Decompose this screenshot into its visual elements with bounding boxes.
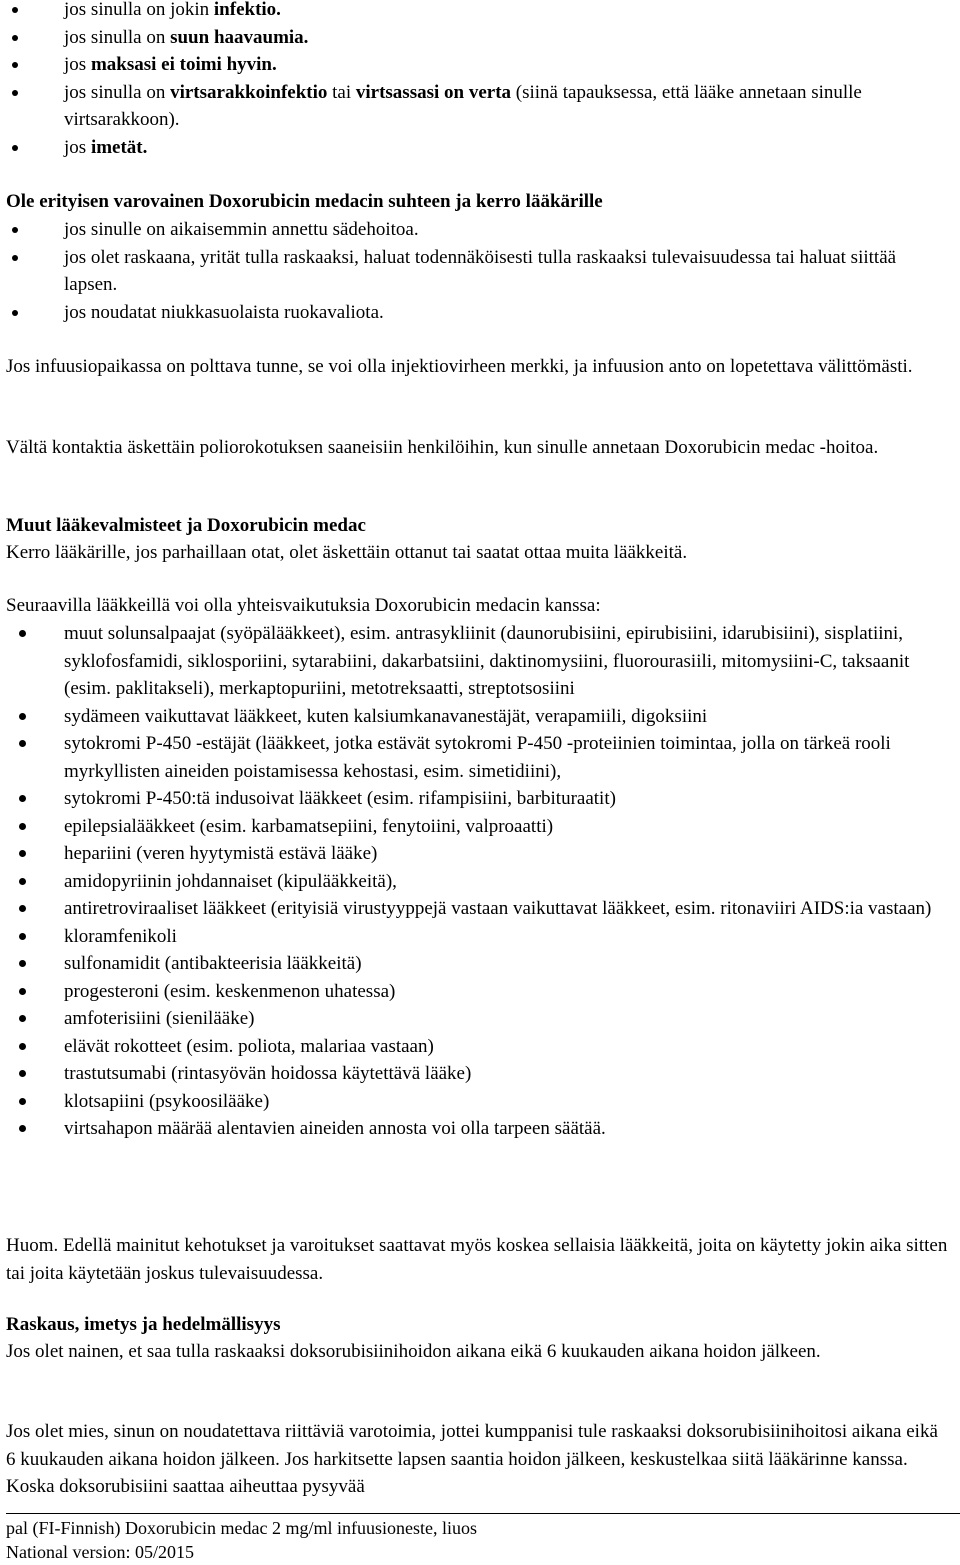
item-bold: virtsassasi on verta: [355, 81, 512, 103]
note-paragraph: Huom. Edellä mainitut kehotukset ja varoitukset saattavat myös koskea sellaisia lääkkeitä, joita on käytetty jokin aika sitten tai joita käytetään joskus tulevaisuudessa.: [6, 1235, 948, 1284]
item-text: amidopyriinin johdannaiset (kipulääkkeitä),: [64, 870, 397, 892]
bullet-icon: [12, 7, 18, 13]
item-text: elävät rokotteet (esim. poliota, malariaa vastaan): [64, 1035, 434, 1057]
item-text: kloramfenikoli: [64, 925, 177, 947]
polio-paragraph: Vältä kontaktia äskettäin poliorokotuksen saaneisiin henkilöihin, kun sinulle annetaan Doxorubicin medac -hoitoa.: [6, 437, 879, 458]
item-text: jos sinulla on: [64, 81, 171, 103]
bullet-icon: [19, 1015, 26, 1022]
pregnancy-men-paragraph: Jos olet mies, sinun on noudatettava riittäviä varotoimia, jottei kumppanisi tule raskaaksi doksorubisiinihoitosi aikana eikä 6 kuukauden aikana hoidon jälkeen. Jos harkitsette lapsen saantia hoidon jälkeen, keskustelkaa siitä lääkärinne kanssa. Koska doksorubisiini saattaa aiheuttaa pysyvää: [6, 1421, 938, 1497]
caution-list: [6, 216, 952, 326]
warning-list: [6, 0, 952, 161]
list-item: [6, 79, 952, 134]
item-text: muut solunsalpaajat (syöpälääkkeet), esim. antrasykliinit (daunorubisiini, epirubisiini, idarubisiini), sisplatiini, syklofosfamidi, siklosporiini, sytarabiini, dakarbatsiini, daktinomysiini, fluorourasiili, mitomysiini-C, taksaanit (esim. paklitakseli), merkaptopuriini, metotreksaatti, streptotsosiini: [64, 623, 910, 699]
list-item: [6, 785, 952, 813]
list-item: [6, 1060, 952, 1088]
list-item: [6, 0, 952, 24]
footer-product: pal (FI-Finnish) Doxorubicin medac 2 mg/ml infuusioneste, liuos: [6, 1518, 477, 1538]
bullet-icon: [19, 795, 26, 802]
bullet-icon: [19, 1070, 26, 1077]
item-text: (siinä tapauksessa, että lääke annetaan sinulle virtsarakkoon).: [64, 81, 862, 130]
bullet-icon: [12, 145, 18, 151]
footer-divider: [6, 1513, 960, 1514]
list-item: [6, 868, 952, 896]
item-text: sulfonamidit (antibakteerisia lääkkeitä): [64, 953, 362, 974]
bullet-icon: [12, 310, 18, 316]
bullet-icon: [19, 1125, 26, 1132]
item-text: jos sinulla on: [64, 26, 171, 48]
item-text: epilepsialääkkeet (esim. karbamatsepiini, fenytoiini, valproaatti): [64, 815, 554, 837]
list-item: [6, 1088, 952, 1116]
other-medicines-text: Kerro lääkärille, jos parhaillaan otat, olet äskettäin ottanut tai saatat ottaa muita lääkkeitä.: [6, 542, 688, 563]
item-bold: maksasi ei toimi hyvin.: [90, 54, 277, 75]
bullet-icon: [19, 933, 26, 940]
bullet-icon: [19, 740, 26, 747]
footer: [6, 1516, 477, 1564]
list-item: [6, 299, 952, 327]
item-text: trastutsumabi (rintasyövän hoidossa käytettävä lääke): [64, 1063, 472, 1084]
item-text: klotsapiini (psykoosilääke): [64, 1090, 270, 1112]
item-bold: virtsarakkoinfektio: [170, 81, 328, 103]
item-bold: imetät.: [90, 136, 148, 158]
list-item: [6, 813, 952, 841]
bullet-icon: [12, 90, 18, 96]
bullet-icon: [19, 630, 26, 637]
other-medicines-heading: Muut lääkevalmisteet ja Doxorubicin medac: [6, 515, 366, 536]
list-item: [6, 1033, 952, 1061]
bullet-icon: [19, 905, 26, 912]
item-text: jos: [64, 54, 91, 75]
list-item: [6, 923, 952, 951]
item-text: jos sinulla on jokin: [64, 0, 214, 20]
item-text: antiretroviraaliset lääkkeet (erityisiä virustyyppejä vastaan vaikuttavat lääkkeet, esim. ritonaviiri AIDS:ia vastaan): [64, 898, 932, 919]
item-text: amfoterisiini (sienilääke): [64, 1008, 255, 1029]
interactions-intro: Seuraavilla lääkkeillä voi olla yhteisvaikutuksia Doxorubicin medacin kanssa:: [6, 595, 601, 616]
item-text: jos: [64, 136, 91, 158]
footer-version: National version: 05/2015: [6, 1542, 194, 1562]
list-item: [6, 840, 952, 868]
item-text: sydämeen vaikuttavat lääkkeet, kuten kalsiumkanavanestäjät, verapamiili, digoksiini: [64, 705, 708, 727]
bullet-icon: [19, 988, 26, 995]
infusion-paragraph: Jos infuusiopaikassa on polttava tunne, se voi olla injektiovirheen merkki, ja infuusion anto on lopetettava välittömästi.: [6, 356, 913, 377]
list-item: [6, 730, 952, 785]
bullet-icon: [12, 227, 18, 233]
item-text: virtsahapon määrää alentavien aineiden annosta voi olla tarpeen säätää.: [64, 1118, 606, 1139]
item-text: sytokromi P-450 -estäjät (lääkkeet, jotka estävät sytokromi P-450 -proteiinien toimintaa, jolla on tärkeä rooli myrkyllisten aineiden poistamisessa kehostasi, esim. simetidiini),: [64, 733, 891, 782]
list-item: [6, 216, 952, 244]
pregnancy-women-paragraph: Jos olet nainen, et saa tulla raskaaksi doksorubisiinihoidon aikana eikä 6 kuukauden aikana hoidon jälkeen.: [6, 1341, 821, 1362]
list-item: [6, 895, 952, 923]
list-item: [6, 244, 952, 299]
list-item: [6, 24, 952, 52]
list-item: [6, 51, 952, 79]
item-text: jos sinulle on aikaisemmin annettu sädehoitoa.: [64, 219, 419, 240]
bullet-icon: [19, 713, 26, 720]
item-text: jos olet raskaana, yrität tulla raskaaksi, haluat todennäköisesti tulla raskaaksi tulevaisuudessa tai haluat siittää lapsen.: [64, 246, 897, 295]
caution-heading: Ole erityisen varovainen Doxorubicin medacin suhteen ja kerro lääkärille: [6, 191, 603, 212]
list-item: [6, 978, 952, 1006]
item-text: hepariini (veren hyytymistä estävä lääke): [64, 843, 378, 864]
item-bold: suun haavaumia.: [170, 26, 309, 48]
list-item: [6, 1005, 952, 1033]
bullet-icon: [12, 255, 18, 261]
bullet-icon: [19, 1098, 26, 1105]
list-item: [6, 950, 952, 978]
pregnancy-heading: Raskaus, imetys ja hedelmällisyys: [6, 1314, 281, 1335]
bullet-icon: [19, 823, 26, 830]
item-text: jos noudatat niukkasuolaista ruokavaliota.: [64, 301, 384, 323]
bullet-icon: [19, 878, 26, 885]
bullet-icon: [12, 62, 18, 68]
bullet-icon: [12, 35, 18, 41]
item-text: progesteroni (esim. keskenmenon uhatessa): [64, 980, 396, 1002]
item-text: tai: [327, 81, 356, 103]
list-item: [6, 703, 952, 731]
bullet-icon: [19, 850, 26, 857]
list-item: [6, 134, 952, 162]
list-item: [6, 1115, 952, 1143]
item-text: sytokromi P-450:tä indusoivat lääkkeet (esim. rifampisiini, barbituraatit): [64, 788, 616, 809]
bullet-icon: [19, 1043, 26, 1050]
list-item: [6, 620, 952, 703]
bullet-icon: [19, 960, 26, 967]
interactions-list: [6, 620, 952, 1143]
item-bold: infektio.: [213, 0, 281, 20]
